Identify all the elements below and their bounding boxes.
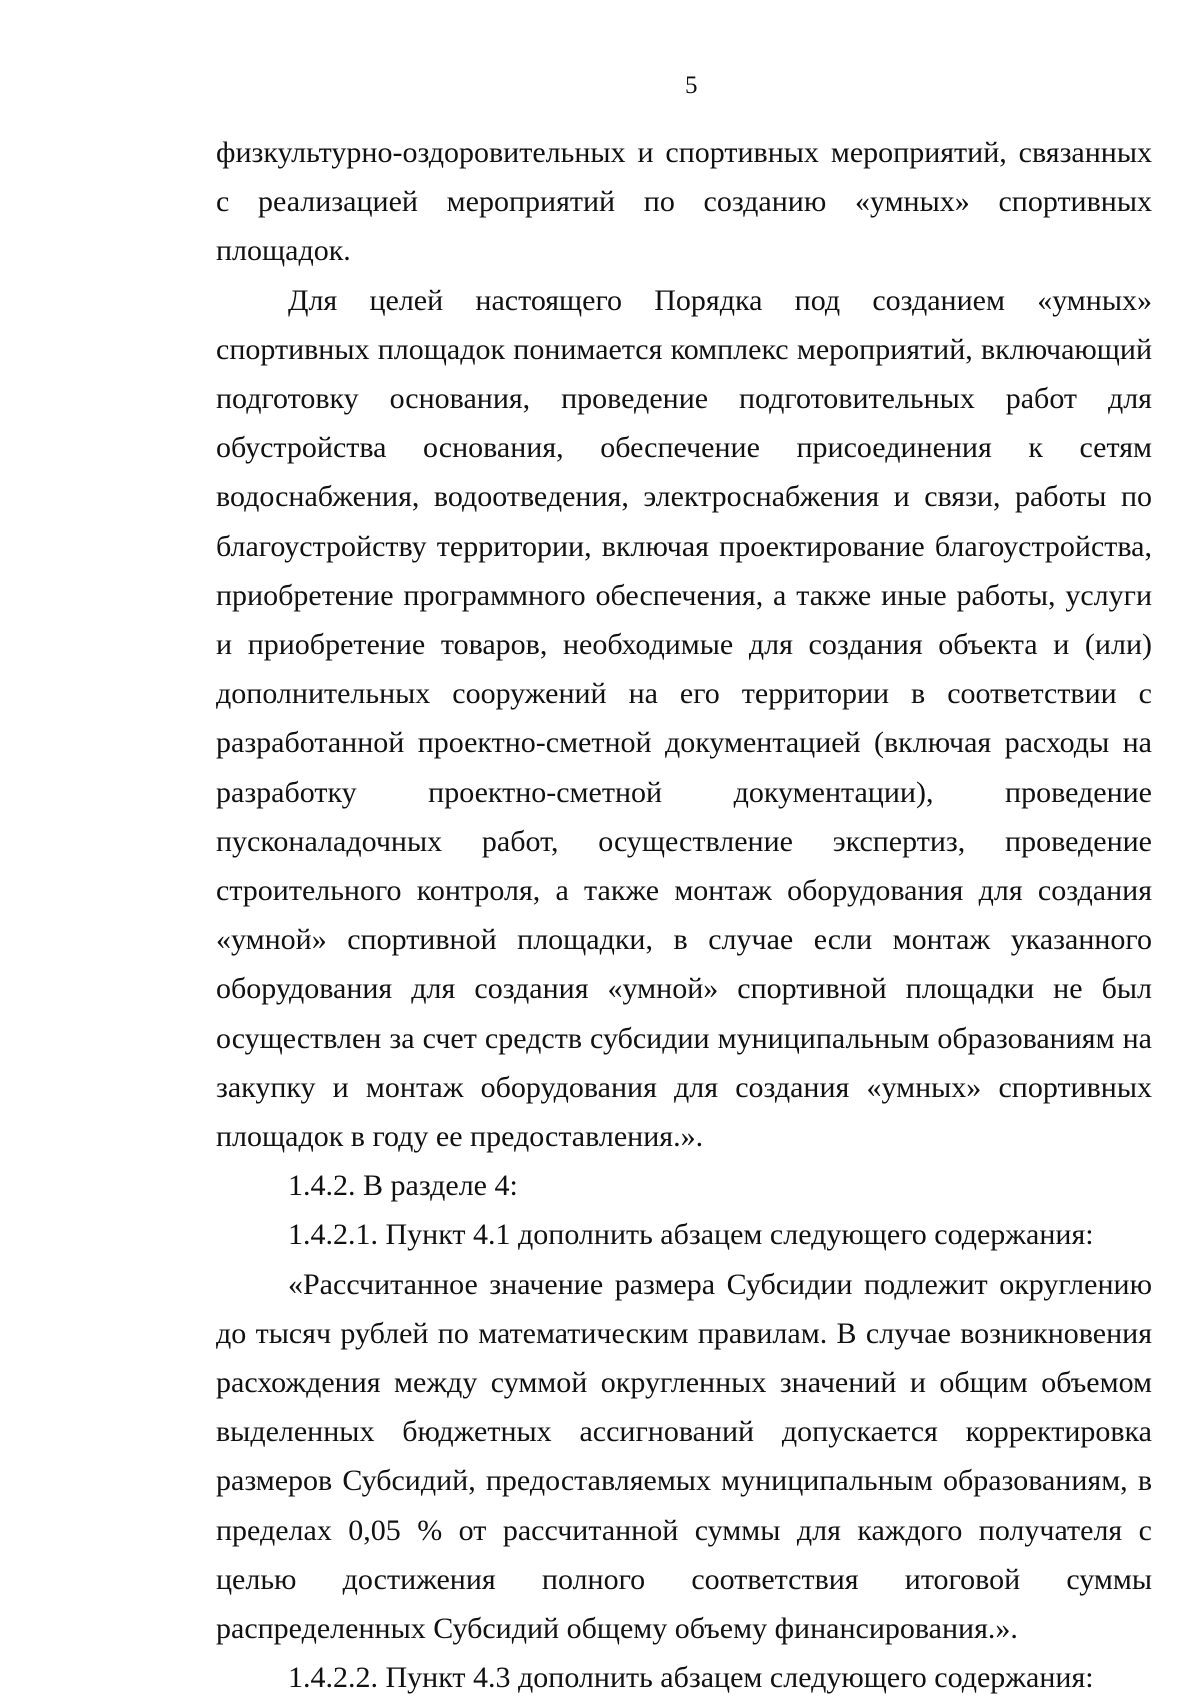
paragraph-continuation: физкультурно-оздоровительных и спортивных мероприятий, связанных с реализацией мероприятий по созданию «умных» спортивных площадок. xyxy=(216,136,1152,268)
document-body xyxy=(216,128,1152,1703)
paragraph-definition: Для целей настоящего Порядка под созданием «умных» спортивных площадок понимается комплекс мероприятий, включающий подготовку основания, проведение подготовительных работ для обустройства основания, обеспечение присоединения к сетям водоснабжения, водоотведения, электроснабжения и связи, работы по благоустройству территории, включая проектирование благоустройства, приобретение программного обеспечения, а также иные работы, услуги и приобретение товаров, необходимые для создания объекта и (или) дополнительных сооружений на его территории в соответствии с разработанной проектно-сметной документацией (включая расходы на разработку проектно-сметной документации), проведение пусконаладочных работ, осуществление экспертиз, проведение строительного контроля, а также монтаж оборудования для создания «умной» спортивной площадки, в случае если монтаж указанного оборудования для создания «умной» спортивной площадки не был осуществлен за счет средств субсидии муниципальным образованиям на закупку и монтаж оборудования для создания «умных» спортивных площадок в году ее предоставления.». xyxy=(216,283,1152,1154)
paragraph-section-1-4-2: 1.4.2. В разделе 4: xyxy=(288,1169,518,1203)
paragraph-subsidy-rounding: «Рассчитанное значение размера Субсидии подлежит округлению до тысяч рублей по математическим правилам. В случае возникновения расхождения между суммой округленных значений и общим объемом выделенных бюджетных ассигнований допускается корректировка размеров Субсидий, предоставляемых муниципальным образованиям, в пределах 0,05 % от рассчитанной суммы для каждого получателя с целью достижения полного соответствия итоговой суммы распределенных Субсидий общему объему финансирования.». xyxy=(216,1267,1152,1646)
paragraph-item-1-4-2-1: 1.4.2.1. Пункт 4.1 дополнить абзацем следующего содержания: xyxy=(288,1218,1094,1252)
paragraph-item-1-4-2-2: 1.4.2.2. Пункт 4.3 дополнить абзацем следующего содержания: xyxy=(288,1661,1094,1695)
